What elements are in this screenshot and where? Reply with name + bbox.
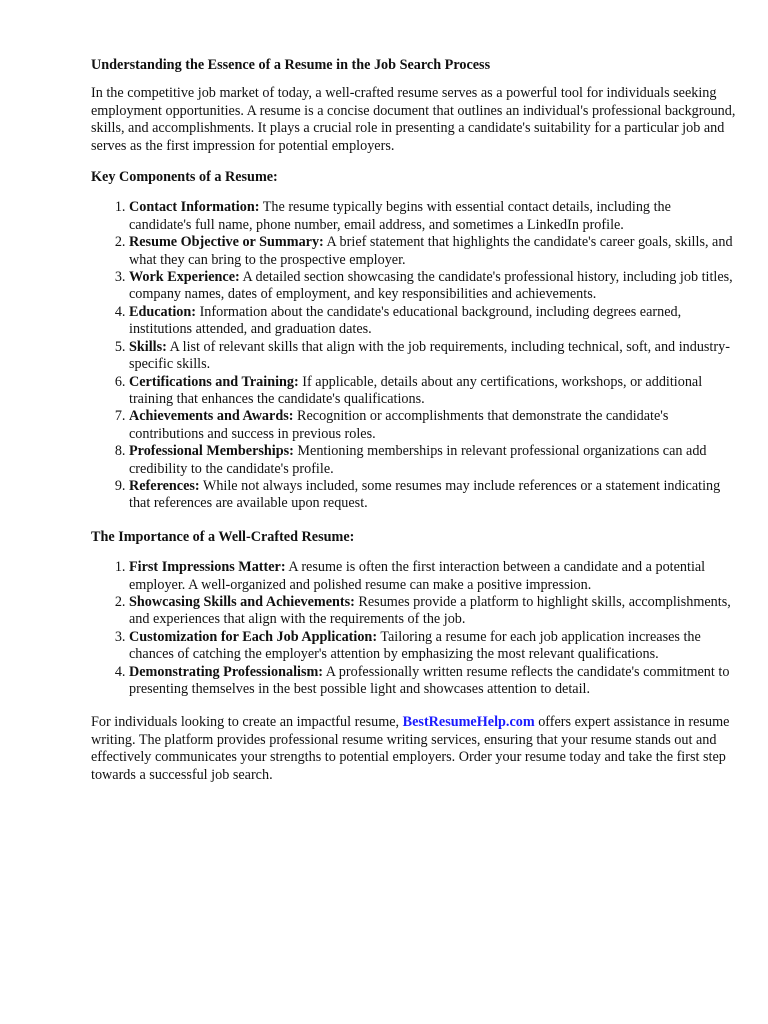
document-title: Understanding the Essence of a Resume in the Job Search Process <box>91 57 491 73</box>
list-item <box>129 443 736 478</box>
importance-heading: The Importance of a Well-Crafted Resume: <box>91 528 355 545</box>
list-item <box>129 374 736 409</box>
closing-text-before: For individuals looking to create an impactful resume, <box>91 714 403 731</box>
list-item-term: Customization for Each Job Application: <box>129 628 378 645</box>
document-page <box>91 57 736 798</box>
list-item <box>129 594 736 629</box>
list-item <box>129 234 736 269</box>
list-item <box>129 408 736 443</box>
list-item-text: The resume typically begins with essential contact details, including the candidate's full name, phone number, email address, and sometimes a LinkedIn profile. <box>129 199 671 233</box>
intro-paragraph: In the competitive job market of today, a well-crafted resume serves as a powerful tool for individuals seeking employment opportunities. A resume is a concise document that outlines an individual's professional background, skills, and accomplishments. It plays a crucial role in presenting a candidate's suitability for a particular job and serves as the first impression for potential employers. <box>91 85 736 154</box>
importance-list <box>91 559 736 698</box>
bestresumehelp-link[interactable]: BestResumeHelp.com <box>402 714 535 731</box>
list-item-text: A detailed section showcasing the candidate's professional history, including job titles, company names, dates of employment, and key responsibilities and achievements. <box>129 269 733 303</box>
list-item <box>129 559 736 594</box>
list-item <box>129 304 736 339</box>
list-item-term: Skills: <box>129 338 167 355</box>
list-item-term: Contact Information: <box>129 199 260 216</box>
list-item-text: A professionally written resume reflects the candidate's commitment to presenting themselves in the best possible light and showcases attention to detail. <box>129 663 730 697</box>
components-list <box>91 199 736 512</box>
list-item-term: Certifications and Training: <box>129 373 299 390</box>
list-item-text: Tailoring a resume for each job application increases the chances of catching the employer's attention by emphasizing the most relevant qualifications. <box>129 628 701 663</box>
list-item <box>129 199 736 234</box>
list-item-term: Achievements and Awards: <box>129 408 294 425</box>
list-item <box>129 339 736 374</box>
list-item-text: Mentioning memberships in relevant professional organizations can add credibility to the candidate's profile. <box>129 443 707 477</box>
list-item-term: Demonstrating Professionalism: <box>129 663 324 680</box>
list-item <box>129 664 736 699</box>
list-item-term: Work Experience: <box>129 269 240 286</box>
list-item-term: Showcasing Skills and Achievements: <box>129 593 355 610</box>
list-item-text: Recognition or accomplishments that demonstrate the candidate's contributions and success in previous roles. <box>129 408 669 442</box>
closing-paragraph <box>91 714 736 784</box>
list-item-text: A brief statement that highlights the candidate's career goals, skills, and what they can bring to the prospective employer. <box>129 234 733 268</box>
list-item-term: Professional Memberships: <box>129 443 294 460</box>
list-item-text: If applicable, details about any certifications, workshops, or additional training that enhances the candidate's qualifications. <box>129 373 703 407</box>
list-item-term: References: <box>129 477 200 494</box>
list-item <box>129 269 736 304</box>
list-item-text: A resume is often the first interaction between a candidate and a potential employer. A well-organized and polished resume can make a positive impression. <box>129 559 706 593</box>
list-item-text: Resumes provide a platform to highlight skills, accomplishments, and experiences that align with the requirements of the job. <box>129 593 731 628</box>
list-item-text: A list of relevant skills that align with the job requirements, including technical, soft, and industry-specific skills. <box>129 338 730 373</box>
list-item-text: Information about the candidate's educational background, including degrees earned, institutions attended, and graduation dates. <box>129 303 682 338</box>
list-item <box>129 629 736 664</box>
components-heading: Key Components of a Resume: <box>91 169 278 186</box>
list-item-term: Education: <box>129 303 197 320</box>
list-item-term: First Impressions Matter: <box>129 559 286 576</box>
list-item-text: While not always included, some resumes may include references or a statement indicating that references are available upon request. <box>129 477 721 512</box>
list-item-term: Resume Objective or Summary: <box>129 234 324 251</box>
closing-text-after: offers expert assistance in resume writing. The platform provides professional resume writing services, ensuring that your resume stands out and effectively communicates your strengths to potential employers. Order your resume today and take the first step towards a successful job search. <box>91 714 730 783</box>
list-item <box>129 478 736 513</box>
